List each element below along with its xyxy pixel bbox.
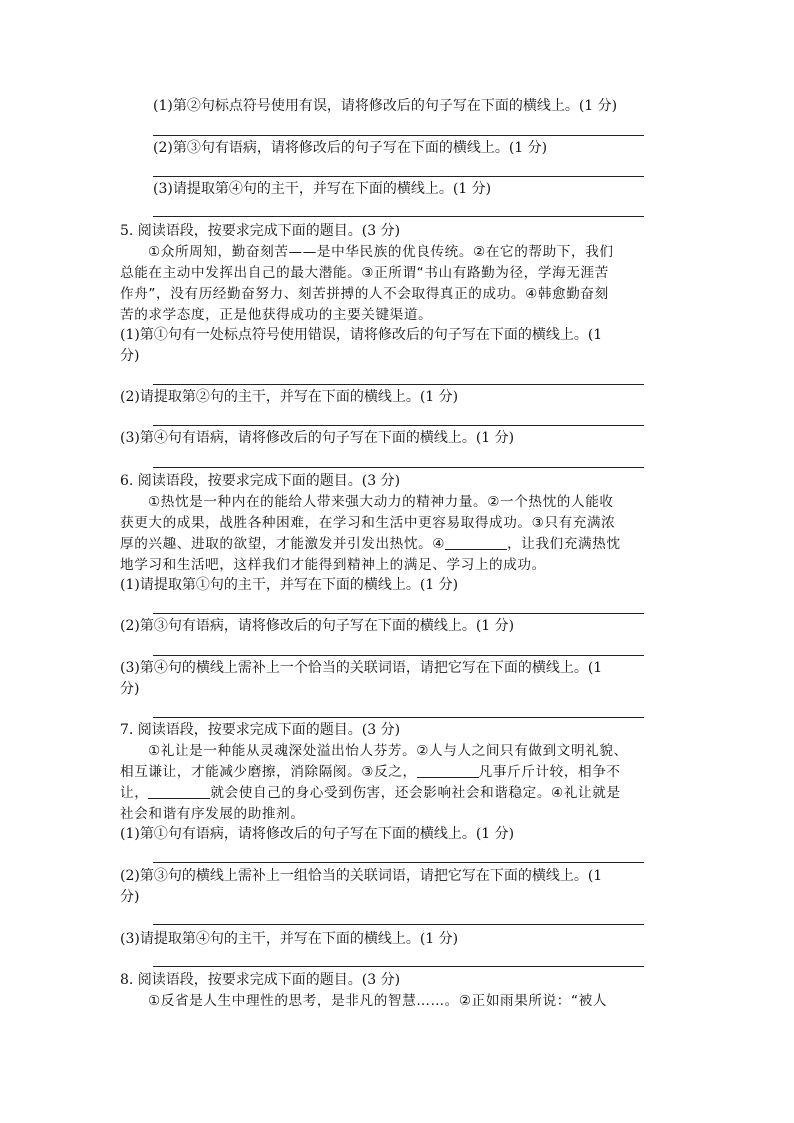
answer-line [153, 862, 644, 863]
question-text: (1)请提取第①句的主干，并写在下面的横线上。(1 分) [120, 577, 459, 593]
answer-line [153, 613, 644, 614]
passage-line [120, 534, 672, 555]
answer-line [153, 924, 644, 925]
question-text: (3)第④句有语病，请将修改后的句子写在下面的横线上。(1 分) [120, 430, 515, 446]
passage-text: 厚的兴趣、进取的欲望，才能激发并引发出热忱。④ [120, 536, 446, 552]
answer-line [153, 135, 644, 136]
passage-text: 相互谦让，才能减少磨擦，消除隔阂。③反之， [120, 764, 417, 780]
passage-line [120, 783, 672, 804]
passage-line: ①众所周知，勤奋刻苦——是中华民族的优良传统。②在它的帮助下，我们 [148, 244, 614, 260]
question-6-title: 6. 阅读语段，按要求完成下面的题目。(3 分) [120, 473, 401, 489]
passage-text: 就会使自己的身心受到伤害，还会影响社会和谐稳定。④礼让就是 [210, 785, 621, 801]
answer-line [153, 216, 644, 217]
passage-line: 作舟”，没有历经勤奋努力、刻苦拼搏的人不会取得真正的成功。④韩愈勤奋刻 [120, 286, 609, 302]
question-text: 分) [120, 348, 140, 364]
question-text: (3)请提取第④句的主干，并写在下面的横线上。(1 分) [120, 931, 459, 947]
question-7-title: 7. 阅读语段，按要求完成下面的题目。(3 分) [120, 722, 401, 738]
fill-blank [148, 784, 210, 799]
answer-line [153, 655, 644, 656]
question-text: (3)第④句的横线上需补上一个恰当的关联词语，请把它写在下面的横线上。(1 [120, 660, 603, 676]
answer-line [153, 717, 644, 718]
question-text: (2)第③句有语病，请将修改后的句子写在下面的横线上。(1 分) [153, 140, 548, 156]
answer-line [153, 966, 644, 967]
passage-line: ①礼让是一种能从灵魂深处溢出怡人芬芳。②人与人之间只有做到文明礼貌、 [148, 743, 628, 759]
passage-text: ，让我们充满热忱 [507, 536, 621, 552]
passage-line: 总能在主动中发挥出自己的最大潜能。③正所谓“书山有路勤为径，学海无涯苦 [120, 265, 609, 281]
passage-text: 凡事斤斤计较，相争不 [478, 764, 621, 780]
question-text: (3)请提取第④句的主干，并写在下面的横线上。(1 分) [153, 181, 492, 197]
fill-blank [445, 535, 507, 550]
question-text: (1)第②句标点符号使用有误，请将修改后的句子写在下面的横线上。(1 分) [153, 98, 618, 114]
passage-text: 让， [120, 785, 149, 801]
passage-line: ①热忱是一种内在的能给人带来强大动力的精神力量。②一个热忱的人能收 [148, 494, 614, 510]
passage-line: 社会和谐有序发展的助推剂。 [120, 806, 305, 822]
passage-line: 苦的求学态度，正是他获得成功的主要关键渠道。 [120, 307, 433, 323]
fill-blank [417, 763, 479, 778]
passage-line [120, 762, 672, 783]
question-text: (1)第①句有一处标点符号使用错误，请将修改后的句子写在下面的横线上。(1 [120, 327, 603, 343]
passage-line: 获更大的成果，战胜各种困难，在学习和生活中更容易取得成功。③只有充满浓 [120, 515, 616, 531]
answer-line [153, 425, 644, 426]
question-text: (2)第③句有语病，请将修改后的句子写在下面的横线上。(1 分) [120, 618, 515, 634]
passage-line: 地学习和生活吧，这样我们才能得到精神上的满足、学习上的成功。 [120, 557, 546, 573]
question-text: 分) [120, 681, 140, 697]
question-8-title: 8. 阅读语段，按要求完成下面的题目。(3 分) [120, 972, 401, 988]
question-text: (2)请提取第②句的主干，并写在下面的横线上。(1 分) [120, 389, 459, 405]
question-text: (2)第③句的横线上需补上一组恰当的关联词语，请把它写在下面的横线上。(1 [120, 868, 603, 884]
answer-line [153, 176, 644, 177]
question-5-title: 5. 阅读语段，按要求完成下面的题目。(3 分) [120, 223, 401, 239]
passage-line: ①反省是人生中理性的思考，是非凡的智慧……。②正如雨果所说：“被人 [148, 993, 608, 1009]
question-text: 分) [120, 889, 140, 905]
answer-line [153, 467, 644, 468]
answer-line [153, 384, 644, 385]
question-text: (1)第①句有语病，请将修改后的句子写在下面的横线上。(1 分) [120, 826, 515, 842]
